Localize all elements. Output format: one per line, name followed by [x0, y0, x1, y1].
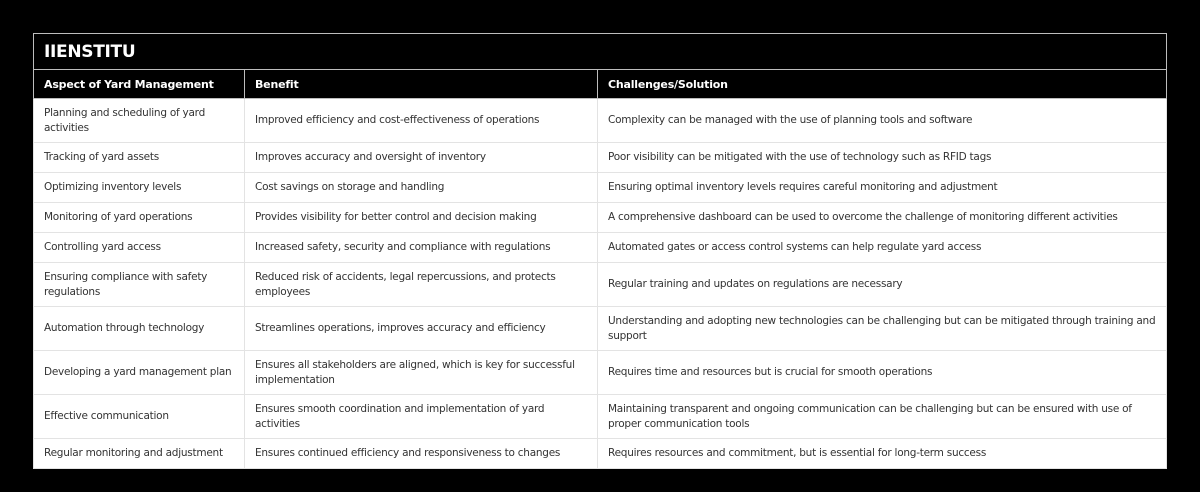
- benefit-cell: Reduced risk of accidents, legal repercussions, and protects employees: [245, 263, 598, 307]
- aspect-cell: Controlling yard access: [34, 233, 245, 263]
- challenge-cell: Complexity can be managed with the use of planning tools and software: [598, 99, 1167, 143]
- aspect-cell: Developing a yard management plan: [34, 351, 245, 395]
- column-header-benefit: Benefit: [245, 70, 598, 99]
- benefit-cell: Streamlines operations, improves accuracy and efficiency: [245, 307, 598, 351]
- yard-management-table-container: [33, 33, 1166, 469]
- aspect-cell: Tracking of yard assets: [34, 143, 245, 173]
- benefit-cell: Improved efficiency and cost-effectiveness of operations: [245, 99, 598, 143]
- benefit-cell: Ensures smooth coordination and implementation of yard activities: [245, 395, 598, 439]
- column-header-aspect: Aspect of Yard Management: [34, 70, 245, 99]
- challenge-cell: Requires time and resources but is crucial for smooth operations: [598, 351, 1167, 395]
- table-row: [34, 143, 1167, 173]
- table-row: [34, 203, 1167, 233]
- table-row: [34, 439, 1167, 469]
- table-title-row: [34, 34, 1167, 70]
- table-header-row: [34, 70, 1167, 99]
- aspect-cell: Regular monitoring and adjustment: [34, 439, 245, 469]
- challenge-cell: Maintaining transparent and ongoing communication can be challenging but can be ensured with use of proper communication tools: [598, 395, 1167, 439]
- challenge-cell: Poor visibility can be mitigated with the use of technology such as RFID tags: [598, 143, 1167, 173]
- challenge-cell: A comprehensive dashboard can be used to overcome the challenge of monitoring different activities: [598, 203, 1167, 233]
- benefit-cell: Increased safety, security and compliance with regulations: [245, 233, 598, 263]
- table-row: [34, 263, 1167, 307]
- benefit-cell: Ensures continued efficiency and responsiveness to changes: [245, 439, 598, 469]
- table-row: [34, 307, 1167, 351]
- benefit-cell: Provides visibility for better control and decision making: [245, 203, 598, 233]
- benefit-cell: Ensures all stakeholders are aligned, which is key for successful implementation: [245, 351, 598, 395]
- aspect-cell: Automation through technology: [34, 307, 245, 351]
- table-row: [34, 395, 1167, 439]
- challenge-cell: Ensuring optimal inventory levels requires careful monitoring and adjustment: [598, 173, 1167, 203]
- challenge-cell: Automated gates or access control systems can help regulate yard access: [598, 233, 1167, 263]
- benefit-cell: Improves accuracy and oversight of inventory: [245, 143, 598, 173]
- yard-management-table: [33, 33, 1167, 469]
- challenge-cell: Understanding and adopting new technologies can be challenging but can be mitigated through training and support: [598, 307, 1167, 351]
- benefit-cell: Cost savings on storage and handling: [245, 173, 598, 203]
- aspect-cell: Optimizing inventory levels: [34, 173, 245, 203]
- challenge-cell: Requires resources and commitment, but is essential for long-term success: [598, 439, 1167, 469]
- aspect-cell: Ensuring compliance with safety regulations: [34, 263, 245, 307]
- aspect-cell: Effective communication: [34, 395, 245, 439]
- challenge-cell: Regular training and updates on regulations are necessary: [598, 263, 1167, 307]
- table-row: [34, 99, 1167, 143]
- aspect-cell: Monitoring of yard operations: [34, 203, 245, 233]
- column-header-challenges: Challenges/Solution: [598, 70, 1167, 99]
- table-title: IIENSTITU: [34, 34, 1167, 70]
- aspect-cell: Planning and scheduling of yard activities: [34, 99, 245, 143]
- table-row: [34, 173, 1167, 203]
- table-row: [34, 233, 1167, 263]
- table-row: [34, 351, 1167, 395]
